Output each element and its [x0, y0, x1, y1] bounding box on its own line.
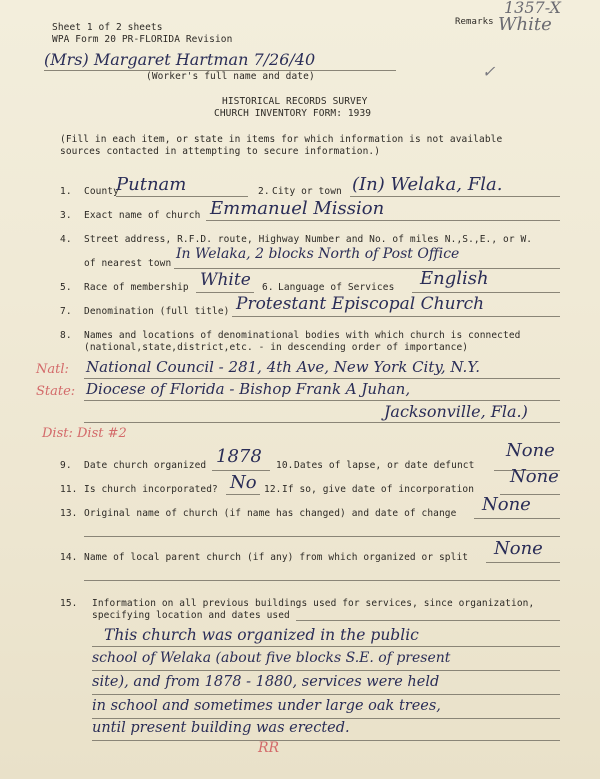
item-8-value-1: National Council - 281, 4th Ave, New York City, N.Y.: [86, 358, 481, 376]
item-15-value-1: This church was organized in the public: [104, 626, 419, 644]
form-subtitle: CHURCH INVENTORY FORM: 1939: [214, 108, 372, 119]
item-5-number: 5.: [60, 282, 72, 293]
item-3-label: Exact name of church: [84, 210, 201, 221]
item-8-label-2: (national,state,district,etc. - in descending order of importance): [84, 342, 469, 353]
item-8-rule-2: [84, 400, 560, 401]
item-3-value: Emmanuel Mission: [210, 198, 385, 219]
item-9-number: 9.: [60, 460, 72, 471]
item-14-number: 14.: [60, 552, 78, 563]
item-15-value-3: site), and from 1878 - 1880, services were held: [92, 674, 440, 690]
item-4-label: Street address, R.F.D. route, Highway Number and No. of miles N.,S.,E., or W.: [84, 234, 533, 245]
item-13-rule: [474, 518, 560, 519]
item-13-value: None: [482, 494, 531, 515]
item-11-number: 11.: [60, 484, 78, 495]
item-4-rule: [174, 268, 560, 269]
item-5-rule: [196, 292, 254, 293]
item-7-number: 7.: [60, 306, 72, 317]
item-11-label: Is church incorporated?: [84, 484, 218, 495]
item-5-label: Race of membership: [84, 282, 189, 293]
item-2-value: (In) Welaka, Fla.: [352, 174, 503, 195]
item-15-rule-0: [296, 620, 560, 621]
sheet-label: Sheet 1 of 2 sheets: [52, 22, 163, 33]
form-label: WPA Form 20 PR-FLORIDA Revision: [52, 34, 233, 45]
item-8-rule-1: [84, 378, 560, 379]
item-4-number: 4.: [60, 234, 72, 245]
item-6-label: Language of Services: [278, 282, 395, 293]
item-1-number: 1.: [60, 186, 72, 197]
remarks-label: Remarks: [455, 17, 494, 27]
item-14-value: None: [494, 538, 543, 559]
item-3-rule: [206, 220, 560, 221]
item-15-rule-5: [92, 740, 560, 741]
item-5-value: White: [200, 270, 251, 290]
margin-note-dist: Dist: Dist #2: [42, 426, 127, 441]
item-15-number: 15.: [60, 598, 78, 609]
corner-number: 1357-X: [504, 0, 561, 17]
item-10-number: 10.: [276, 460, 294, 471]
initials: RR: [258, 740, 280, 756]
item-15-label: Information on all previous buildings used for services, since organization,: [92, 598, 535, 609]
item-15-rule-1: [92, 646, 560, 647]
item-4-value: In Welaka, 2 blocks North of Post Office: [176, 246, 460, 262]
item-7-label: Denomination (full title): [84, 306, 230, 317]
instructions-line2: sources contacted in attempting to secure information.): [60, 146, 381, 157]
item-2-number: 2.: [258, 186, 270, 197]
worker-name: (Mrs) Margaret Hartman 7/26/40: [44, 50, 316, 69]
item-10-value: None: [506, 440, 555, 461]
item-8-value-2: Diocese of Florida - Bishop Frank A Juhan,: [86, 380, 411, 398]
item-1-rule: [116, 196, 248, 197]
margin-note-state: State:: [36, 384, 76, 399]
item-8-label: Names and locations of denominational bodies with which church is connected: [84, 330, 521, 341]
item-15-rule-2: [92, 670, 560, 671]
item-8-number: 8.: [60, 330, 72, 341]
item-3-number: 3.: [60, 210, 72, 221]
item-14-rule-2: [84, 580, 560, 581]
item-15-value-2: school of Welaka (about five blocks S.E. of present: [92, 650, 451, 666]
instructions-line1: (Fill in each item, or state in items for which information is not available: [60, 134, 503, 145]
item-14-label: Name of local parent church (if any) from which organized or split: [84, 552, 469, 563]
item-11-rule: [226, 494, 260, 495]
item-15-value-5: until present building was erected.: [92, 720, 350, 736]
item-2-label: City or town: [272, 186, 342, 197]
item-7-rule: [232, 316, 560, 317]
worker-caption: (Worker's full name and date): [146, 71, 315, 82]
item-12-number: 12.: [264, 484, 282, 495]
item-15-rule-4: [92, 718, 560, 719]
tick-mark: ✓: [482, 62, 496, 81]
item-10-label: Dates of lapse, or date defunct: [294, 460, 475, 471]
item-12-label: If so, give date of incorporation: [282, 484, 475, 495]
remarks-value: White: [498, 14, 552, 35]
item-11-value: No: [230, 472, 257, 493]
form-title: HISTORICAL RECORDS SURVEY: [222, 96, 368, 107]
item-15-label-2: specifying location and dates used: [92, 610, 290, 621]
item-6-rule: [412, 292, 560, 293]
item-1-label: County: [84, 186, 119, 197]
margin-note-natl: Natl:: [36, 362, 69, 377]
item-12-value: None: [510, 466, 559, 487]
item-8-value-3: Jacksonville, Fla.): [384, 402, 528, 421]
item-13-label: Original name of church (if name has changed) and date of change: [84, 508, 457, 519]
item-13-rule-2: [84, 536, 560, 537]
item-13-number: 13.: [60, 508, 78, 519]
item-9-label: Date church organized: [84, 460, 207, 471]
item-4-label-2: of nearest town: [84, 258, 172, 269]
item-7-value: Protestant Episcopal Church: [236, 294, 485, 314]
item-14-rule: [486, 562, 560, 563]
item-8-rule-3: [84, 422, 560, 423]
item-1-value: Putnam: [116, 174, 187, 195]
item-6-value: English: [420, 268, 489, 289]
item-15-rule-3: [92, 694, 560, 695]
item-9-value: 1878: [216, 446, 262, 467]
item-9-rule: [212, 470, 270, 471]
item-6-number: 6.: [262, 282, 274, 293]
item-15-value-4: in school and sometimes under large oak trees,: [92, 698, 441, 714]
item-2-rule: [350, 196, 560, 197]
